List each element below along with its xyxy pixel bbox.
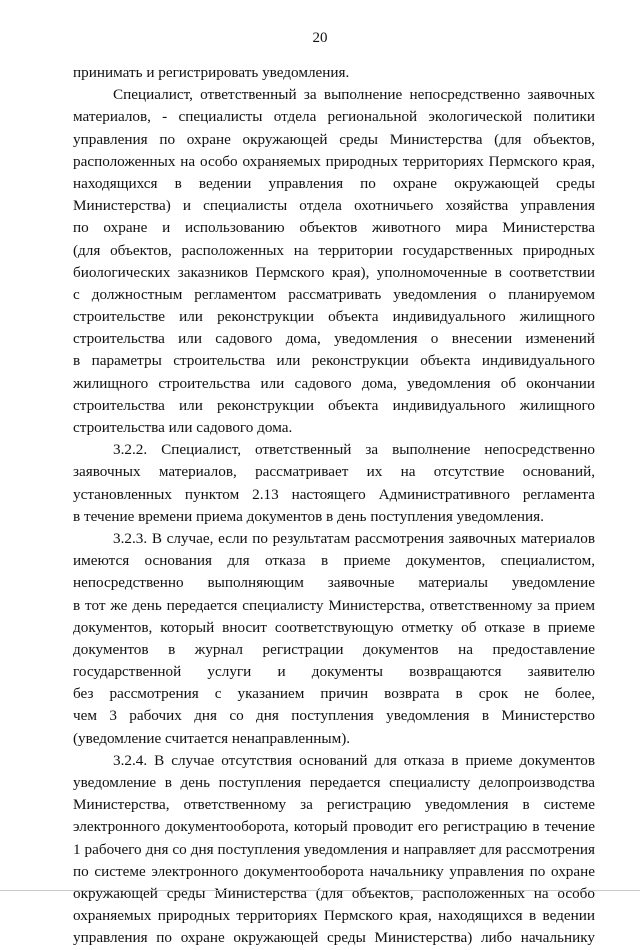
text-line: Министерства) и специалисты отдела охотничьего хозяйства управления [73, 197, 595, 215]
text-line: (уведомление считается ненаправленным). [73, 729, 351, 747]
text-line: имеются основания для отказа в приеме документов, специалистом, [73, 552, 595, 570]
text-line: 3.2.3. В случае, если по результатам рассмотрения заявочных материалов [113, 529, 595, 547]
text-line: управления по охране окружающей среды Министерства (для объектов, [73, 130, 595, 148]
text-line: управления по охране окружающей среды Министерства) либо начальнику [73, 929, 595, 947]
text-line: жилищного строительства или садового дома, уведомления об окончании [73, 374, 595, 392]
text-line: строительстве или реконструкции объекта индивидуального жилищного [73, 308, 595, 326]
text-line: без рассмотрения с указанием причин возврата в срок не более, [73, 685, 595, 703]
text-line: чем 3 рабочих дня со дня поступления уведомления в Министерство [73, 707, 595, 725]
text-line: Министерства, ответственному за регистрацию уведомления в системе [73, 796, 595, 814]
text-line: материалов, - специалисты отдела региональной экологической политики [73, 108, 595, 126]
text-line: с должностным регламентом рассматривать уведомления о планируемом [73, 285, 595, 303]
text-line: по системе электронного документооборота начальнику управления по охране [73, 862, 595, 880]
text-line: по охране и использованию объектов животного мира Министерства [73, 219, 595, 237]
text-line: документов в журнал регистрации документов на предоставление [73, 640, 595, 658]
text-line: электронного документооборота, который проводит его регистрацию в течение [73, 818, 595, 836]
body-text [73, 62, 595, 950]
text-line: документов, который вносит соответствующую отметку об отказе в приеме [73, 618, 595, 636]
text-line: 3.2.2. Специалист, ответственный за выполнение непосредственно [113, 441, 595, 459]
text-line: строительства или садового дома. [73, 419, 293, 436]
text-line: в тот же день передается специалисту Министерства, ответственному за прием [73, 596, 595, 614]
text-line: установленных пунктом 2.13 настоящего Административного регламента [73, 485, 595, 503]
text-line: охраняемых природных территориях Пермского края, находящихся в ведении [73, 907, 595, 925]
text-line: уведомление в день поступления передается специалисту делопроизводства [73, 774, 595, 791]
text-line: строительства или реконструкции объекта индивидуального жилищного [73, 396, 595, 414]
text-line: Специалист, ответственный за выполнение непосредственно заявочных [113, 86, 595, 104]
page-number: 20 [312, 30, 328, 46]
text-line: 1 рабочего дня со дня поступления уведомления и направляет для рассмотрения [73, 840, 595, 858]
text-line: (для объектов, расположенных на территории государственных природных [73, 241, 595, 259]
text-line: находящихся в ведении управления по охране окружающей среды [73, 174, 595, 192]
text-line: заявочных материалов, рассматривает их на отсутствие оснований, [73, 463, 595, 481]
text-line: в параметры строительства или реконструкции объекта индивидуального [73, 352, 595, 370]
text-line: 3.2.4. В случае отсутствия оснований для отказа в приеме документов [113, 751, 595, 769]
text-line: непосредственно выполняющим заявочные материалы уведомление [73, 574, 595, 592]
text-line: в течение времени приема документов в день поступления уведомления. [73, 507, 544, 525]
text-line: окружающей среды Министерства (для объектов, расположенных на особо [73, 884, 595, 902]
text-line: принимать и регистрировать уведомления. [73, 64, 350, 81]
text-line: биологических заказников Пермского края), уполномоченные в соответствии [73, 263, 595, 281]
text-line: строительства или садового дома, уведомления о внесении изменений [73, 330, 595, 348]
bottom-divider [0, 890, 640, 891]
text-line: государственной услуги и документы возвращаются заявителю [73, 663, 595, 681]
text-line: расположенных на особо охраняемых природных территориях Пермского края, [73, 152, 595, 170]
